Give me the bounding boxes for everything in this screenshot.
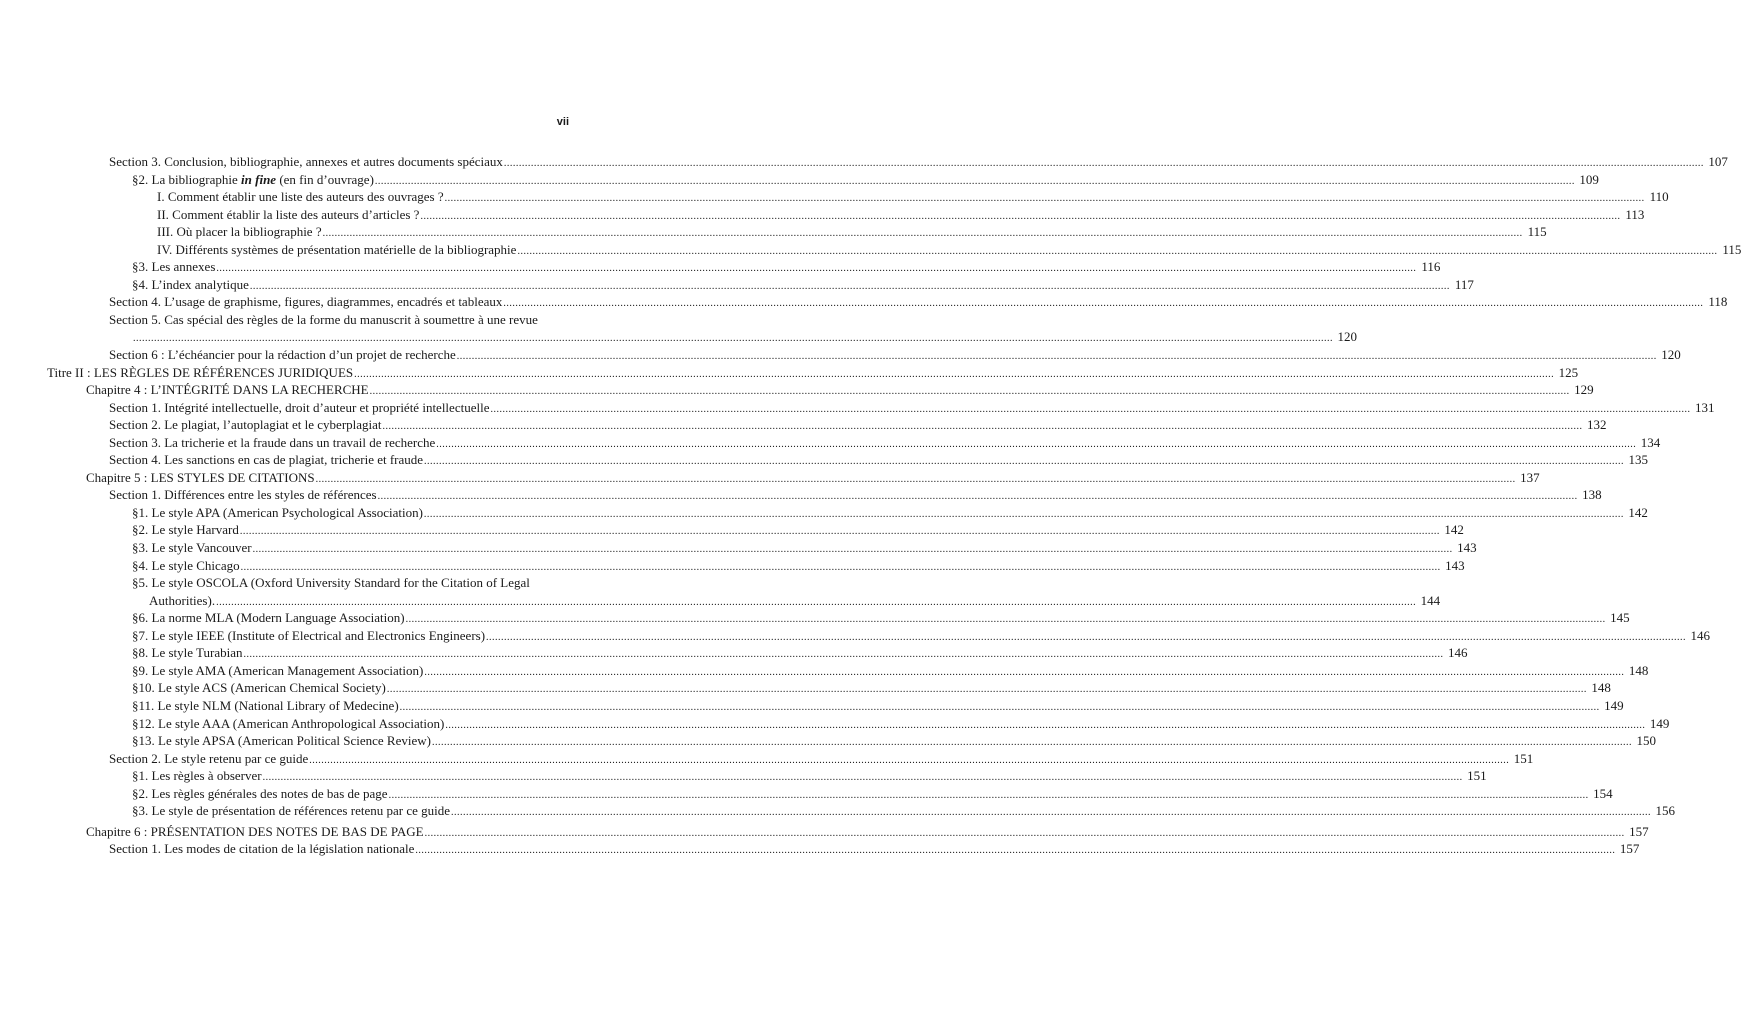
dot-leader: ................................................................................................................................................................................................................................................................................................................................................................................................................	[424, 827, 1625, 839]
toc-entry	[0, 416, 1607, 434]
dot-leader: ................................................................................................................................................................................................................................................................................................................................................................................................................	[388, 789, 1589, 801]
toc-entry-page: 132	[1587, 417, 1607, 433]
toc-entry-title: Section 6 : L’échéancier pour la rédaction d’un projet de recherche	[109, 347, 456, 363]
toc-entry-page: 151	[1513, 750, 1534, 766]
toc-entry-title: Chapitre 4 : L’INTÉGRITÉ DANS LA RECHERCHE	[86, 382, 369, 398]
dot-leader: ................................................................................................................................................................................................................................................................................................................................................................................................................	[444, 193, 1645, 205]
toc-entry-title: §3. Le style Vancouver	[132, 540, 252, 556]
dot-leader: ................................................................................................................................................................................................................................................................................................................................................................................................................	[436, 438, 1637, 450]
toc-entry	[0, 153, 1728, 171]
toc-entry-page: 116	[1421, 259, 1441, 275]
toc-entry	[0, 697, 1624, 715]
toc-entry-title: §11. Le style NLM (National Library of Medecine)	[132, 697, 399, 713]
toc-entry-title: §3. Le style de présentation de références retenu par ce guide	[132, 803, 450, 819]
toc-entry	[0, 469, 1540, 487]
toc-entry-page: 117	[1454, 276, 1474, 292]
toc-entry-page: 157	[1619, 841, 1640, 857]
toc-entry	[0, 364, 1579, 382]
dot-leader: ................................................................................................................................................................................................................................................................................................................................................................................................................	[249, 280, 1450, 292]
toc-entry-page: 151	[1467, 768, 1487, 784]
toc-entry-page: 110	[1649, 189, 1669, 205]
toc-entry-title: §9. Le style AMA (American Management Association)	[132, 662, 424, 678]
toc-entry-title: Section 3. Conclusion, bibliographie, annexes et autres documents spéciaux	[109, 154, 503, 169]
dot-leader: ................................................................................................................................................................................................................................................................................................................................................................................................................	[456, 351, 1657, 363]
toc-entry	[0, 276, 1474, 294]
toc-entry-title: Section 3. La tricherie et la fraude dans un travail de recherche	[109, 434, 436, 450]
toc-entry-title: §3. Les annexes	[132, 259, 216, 275]
toc-entry-page: 149	[1649, 715, 1670, 731]
dot-leader: ................................................................................................................................................................................................................................................................................................................................................................................................................	[216, 263, 1417, 275]
toc-entry-title: Section 2. Le plagiat, l’autoplagiat et le cyberplagiat	[109, 417, 382, 433]
dot-leader: ................................................................................................................................................................................................................................................................................................................................................................................................................	[486, 631, 1687, 643]
toc-entry-page: 150	[1636, 733, 1656, 749]
toc-entry-page: 129	[1574, 382, 1594, 398]
toc-entry-page: 125	[1558, 364, 1579, 380]
toc-entry-title: §1. Le style APA (American Psychological Association)	[132, 504, 423, 520]
toc-entry	[0, 823, 1649, 841]
dot-leader: ................................................................................................................................................................................................................................................................................................................................................................................................................	[399, 701, 1600, 713]
dot-leader: ................................................................................................................................................................................................................................................................................................................................................................................................................	[262, 772, 1463, 784]
toc-entry	[0, 399, 1715, 417]
toc-entry-title: §4. L’index analytique	[132, 276, 249, 292]
toc-entry	[0, 241, 1741, 259]
dot-leader: ................................................................................................................................................................................................................................................................................................................................................................................................................	[309, 754, 1510, 766]
toc-entry-title: II. Comment établir la liste des auteurs d’articles ?	[157, 206, 420, 222]
toc-entry	[0, 311, 700, 329]
toc-entry-title: §8. Le style Turabian	[132, 645, 243, 661]
toc-entry	[0, 732, 1656, 750]
toc-entry-page: 118	[1708, 294, 1728, 310]
dot-leader: ................................................................................................................................................................................................................................................................................................................................................................................................................	[133, 333, 1333, 345]
dot-leader: ................................................................................................................................................................................................................................................................................................................................................................................................................	[415, 845, 1616, 857]
dot-leader: ................................................................................................................................................................................................................................................................................................................................................................................................................	[369, 386, 1570, 398]
dot-leader: ................................................................................................................................................................................................................................................................................................................................................................................................................	[377, 491, 1578, 503]
dot-leader: ................................................................................................................................................................................................................................................................................................................................................................................................................	[424, 666, 1625, 678]
toc-entry	[0, 223, 1547, 241]
dot-leader: ................................................................................................................................................................................................................................................................................................................................................................................................................	[315, 473, 1516, 485]
toc-entry-page: 142	[1444, 522, 1464, 538]
toc-entry-page: 131	[1694, 399, 1715, 415]
toc-entry-title: Section 4. Les sanctions en cas de plagiat, tricherie et fraude	[109, 452, 424, 468]
toc-entry	[0, 206, 1645, 224]
toc-entry	[0, 381, 1594, 399]
toc-entry-title: Section 1. Différences entre les styles de références	[109, 487, 377, 503]
dot-leader: ................................................................................................................................................................................................................................................................................................................................................................................................................	[424, 456, 1625, 468]
toc-entry-page: 134	[1640, 434, 1661, 450]
toc-entry-line	[132, 802, 1675, 822]
toc-entry-page: 142	[1628, 504, 1648, 520]
toc-entry-title: Chapitre 5 : LES STYLES DE CITATIONS	[86, 469, 315, 485]
toc-entry-page: 138	[1582, 487, 1602, 503]
toc-entry-page: 144	[1420, 592, 1441, 608]
toc-entry	[0, 715, 1670, 733]
dot-leader: ................................................................................................................................................................................................................................................................................................................................................................................................................	[252, 544, 1453, 556]
dot-leader: ................................................................................................................................................................................................................................................................................................................................................................................................................	[445, 719, 1646, 731]
table-of-contents	[0, 153, 1741, 858]
page-number: vii	[556, 116, 569, 128]
toc-entry-page: 143	[1445, 557, 1465, 573]
toc-entry	[0, 679, 1611, 697]
dot-leader: ................................................................................................................................................................................................................................................................................................................................................................................................................	[423, 508, 1624, 520]
toc-entry	[0, 504, 1648, 522]
toc-entry-page: 145	[1610, 610, 1630, 626]
toc-entry	[0, 627, 1711, 645]
toc-entry-page: 148	[1591, 680, 1611, 696]
toc-entry	[0, 171, 1599, 189]
toc-entry	[0, 451, 1649, 469]
toc-entry-title: IV. Différents systèmes de présentation matérielle de la bibliographie	[157, 241, 517, 257]
toc-entry	[0, 521, 1464, 539]
toc-entry-title-pre: §2. La bibliographie	[132, 171, 242, 187]
toc-entry	[0, 785, 1613, 803]
dot-leader: ................................................................................................................................................................................................................................................................................................................................................................................................................	[322, 228, 1523, 240]
toc-entry-page: 115	[1527, 224, 1547, 240]
dot-leader: ................................................................................................................................................................................................................................................................................................................................................................................................................	[243, 649, 1444, 661]
toc-entry-title: §5. Le style OSCOLA (Oxford University Standard for the Citation of Legal	[132, 575, 530, 591]
toc-entry	[0, 592, 1441, 610]
toc-entry-page: 135	[1628, 452, 1649, 468]
dot-leader: ................................................................................................................................................................................................................................................................................................................................................................................................................	[216, 596, 1417, 608]
toc-entry-title: Section 2. Le style retenu par ce guide	[109, 750, 309, 766]
toc-entry-title-post: (en fin d’ouvrage)	[276, 171, 374, 187]
toc-entry	[0, 574, 700, 592]
toc-entry-title: §4. Le style Chicago	[132, 557, 240, 573]
toc-entry	[0, 328, 1357, 346]
dot-leader: ................................................................................................................................................................................................................................................................................................................................................................................................................	[503, 298, 1704, 310]
dot-leader: ................................................................................................................................................................................................................................................................................................................................................................................................................	[503, 158, 1704, 169]
toc-entry-page: 157	[1629, 823, 1649, 839]
toc-entry-page: 149	[1604, 697, 1624, 713]
toc-entry-title: §6. La norme MLA (Modern Language Association)	[132, 610, 405, 626]
dot-leader: ................................................................................................................................................................................................................................................................................................................................................................................................................	[405, 614, 1606, 626]
toc-entry-page: 115	[1722, 241, 1741, 257]
toc-entry	[0, 767, 1487, 785]
toc-entry-page: 109	[1579, 171, 1599, 187]
toc-entry-title: §2. Le style Harvard	[132, 522, 239, 538]
toc-entry-title	[132, 171, 374, 189]
toc-entry-page: 148	[1628, 662, 1649, 678]
toc-entry-title: Titre II : LES RÈGLES DE RÉFÉRENCES JURIDIQUES	[47, 364, 354, 380]
toc-entry-title: Section 4. L’usage de graphisme, figures, diagrammes, encadrés et tableaux	[109, 294, 503, 310]
dot-leader: ................................................................................................................................................................................................................................................................................................................................................................................................................	[420, 210, 1621, 222]
toc-entry-title: §2. Les règles générales des notes de bas de page	[132, 785, 388, 801]
toc-entry-page: 146	[1690, 627, 1711, 643]
toc-entry	[0, 539, 1477, 557]
toc-entry	[0, 258, 1441, 276]
toc-entry	[0, 662, 1649, 680]
toc-entry-page: 107	[1708, 154, 1728, 169]
toc-entry	[0, 486, 1602, 504]
toc-entry-line	[132, 574, 569, 592]
toc-entry-page: 120	[1661, 347, 1681, 363]
toc-entry	[0, 293, 1728, 311]
toc-entry-title: §10. Le style ACS (American Chemical Society)	[132, 680, 386, 696]
toc-entry-page: 113	[1625, 206, 1645, 222]
toc-entry-title: Chapitre 6 : PRÉSENTATION DES NOTES DE BAS DE PAGE	[86, 823, 424, 839]
dot-leader: ................................................................................................................................................................................................................................................................................................................................................................................................................	[431, 737, 1632, 749]
toc-entry	[0, 750, 1534, 768]
toc-entry-title: §7. Le style IEEE (Institute of Electrical and Electronics Engineers)	[132, 627, 486, 643]
toc-entry	[0, 557, 1465, 575]
toc-entry-title: Section 1. Les modes de citation de la législation nationale	[109, 841, 415, 857]
toc-entry	[0, 346, 1681, 364]
toc-entry-title: III. Où placer la bibliographie ?	[157, 224, 322, 240]
toc-entry-title: Section 5. Cas spécial des règles de la forme du manuscrit à soumettre à une revue	[109, 311, 538, 327]
dot-leader: ................................................................................................................................................................................................................................................................................................................................................................................................................	[374, 175, 1575, 187]
toc-entry-page: 154	[1593, 785, 1613, 801]
toc-entry-page: 156	[1655, 803, 1675, 819]
dot-leader: ................................................................................................................................................................................................................................................................................................................................................................................................................	[239, 526, 1440, 538]
toc-entry	[0, 802, 1675, 820]
dot-leader: ................................................................................................................................................................................................................................................................................................................................................................................................................	[240, 561, 1441, 573]
toc-entry-line	[109, 840, 1640, 860]
toc-entry-line	[109, 311, 569, 329]
toc-entry-page: 143	[1457, 540, 1477, 556]
toc-entry-page: 120	[1337, 329, 1357, 345]
toc-entry-title: §13. Le style APSA (American Political Science Review)	[132, 733, 431, 749]
toc-entry	[0, 840, 1640, 858]
dot-leader: ................................................................................................................................................................................................................................................................................................................................................................................................................	[517, 245, 1718, 257]
dot-leader: ................................................................................................................................................................................................................................................................................................................................................................................................................	[490, 403, 1691, 415]
toc-entry-title: I. Comment établir une liste des auteurs des ouvrages ?	[157, 189, 444, 205]
dot-leader: ................................................................................................................................................................................................................................................................................................................................................................................................................	[386, 684, 1587, 696]
dot-leader: ................................................................................................................................................................................................................................................................................................................................................................................................................	[451, 807, 1651, 819]
toc-entry-page: 137	[1520, 469, 1540, 485]
toc-entry	[0, 434, 1661, 452]
toc-entry-title-emphasis: in fine	[241, 171, 277, 187]
toc-entry-title: Section 1. Intégrité intellectuelle, droit d’auteur et propriété intellectuelle	[109, 399, 490, 415]
toc-entry	[0, 188, 1669, 206]
toc-entry-title: Authorities).	[149, 592, 216, 608]
toc-entry-title: §1. Les règles à observer	[132, 768, 262, 784]
dot-leader: ................................................................................................................................................................................................................................................................................................................................................................................................................	[382, 421, 1583, 433]
toc-entry-page: 146	[1448, 645, 1468, 661]
toc-entry-title: §12. Le style AAA (American Anthropological Association)	[132, 715, 445, 731]
toc-entry	[0, 609, 1630, 627]
toc-entry	[0, 644, 1468, 662]
dot-leader: ................................................................................................................................................................................................................................................................................................................................................................................................................	[354, 368, 1555, 380]
